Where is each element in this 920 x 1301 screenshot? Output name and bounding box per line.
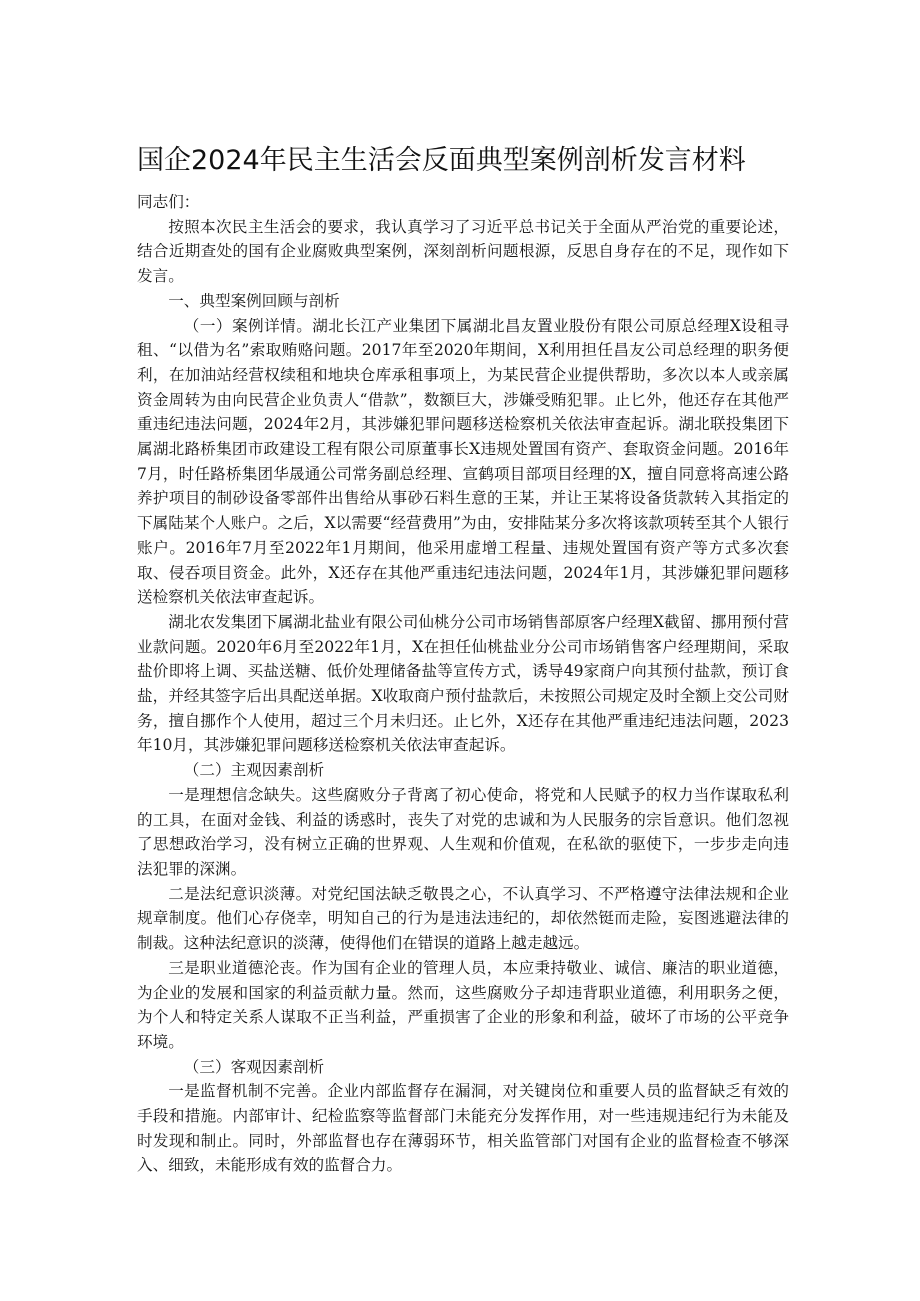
case-salt-company-paragraph: 湖北农发集团下属湖北盐业有限公司仙桃分公司市场销售部原客户经理X截留、挪用预付营业款问题。2020年6月至2022年1月，X在担任仙桃盐业分公司市场销售客户经理期间，采取盐价即将上调、买盐送糖、低价处理储备盐等宣传方式，诱导49家商户向其预付盐款，预订食盐，并经其签字后出具配送单据。X收取商户预付盐款后，未按照公司规定及时全额上交公司财务，擅自挪作个人使用，超过三个月未归还。止匕外，X还存在其他严重违纪违法问题，2023年10月，其涉嫌犯罪问题移送检察机关依法审查起诉。 [137,612,789,755]
case-details-paragraph: （一）案例详情。湖北长江产业集团下属湖北昌友置业股份有限公司原总经理X设租寻租、“以借为名”索取贿赂问题。2017年至2020年期间，X利用担任昌友公司总经理的职务便利，在加油站经营权续租和地块仓库承租事项上，为某民营企业提供帮助，多次以本人或亲属资金周转为由向民营企业负责人“借款”，数额巨大，涉嫌受贿犯罪。止匕外，他还存在其他严重违纪违法问题，2024年2月，其涉嫌犯罪问题移送检察机关依法审查起诉。湖北联投集团下属湖北路桥集团市政建设工程有限公司原董事长X违规处置国有资产、套取资金问题。2016年7月，时任路桥集团华晟通公司常务副总经理、宣鹤项目部项目经理的X，擅自同意将高速公路养护项目的制砂设备零部件出售给从事砂石料生意的王某，并让王某将设备货款转入其指定的下属陆某个人账户。之后，X以需要“经营费用”为由，安排陆某分多次将该款项转至其个人银行账户。2016年7月至2022年1月期间，他采用虚增工程量、违规处置国有资产等方式多次套取、侵吞项目资金。此外，X还存在其他严重违纪违法问题，2024年1月，其涉嫌犯罪问题移送检察机关依法审查起诉。 [137,316,789,607]
intro-paragraph: 按照本次民主生活会的要求，我认真学习了习近平总书记关于全面从严治党的重要论述，结合近期查处的国有企业腐败典型案例，深刻剖析问题根源，反思自身存在的不足，现作如下发言。 [137,217,789,286]
subjective-point-3: 三是职业道德沦丧。作为国有企业的管理人员，本应秉持敬业、诚信、廉洁的职业道德，为企业的发展和国家的利益贡献力量。然而，这些腐败分子却违背职业道德，利用职务之便，为个人和特定关系人谋取不正当利益，严重损害了企业的形象和利益，破坏了市场的公平竞争环境。 [137,958,789,1051]
subjective-point-2: 二是法纪意识淡薄。对党纪国法缺乏敬畏之心，不认真学习、不严格遵守法律法规和企业规章制度。他们心存侥幸，明知自己的行为是违法违纪的，却依然铤而走险，妄图逃避法律的制裁。这种法纪意识的淡薄，使得他们在错误的道路上越走越远。 [137,884,789,953]
document-body [137,190,789,1178]
document-title: 国企2024年民主生活会反面典型案例剖析发言材料 [137,145,746,176]
salutation: 同志们： [137,193,200,211]
subjective-point-1: 一是理想信念缺失。这些腐败分子背离了初心使命，将党和人民赋予的权力当作谋取私利的工具，在面对金钱、利益的诱惑时，丧失了对党的忠诚和为人民服务的宗旨意识。他们忽视了思想政治学习，没有树立正确的世界观、人生观和价值观，在私欲的驱使下，一步步走向违法犯罪的深渊。 [137,785,789,878]
subsection-heading-objective: （三）客观因素剖析 [183,1057,325,1076]
section-heading-1: 一、典型案例回顾与剖析 [168,291,340,310]
objective-point-1: 一是监督机制不完善。企业内部监督存在漏洞，对关键岗位和重要人员的监督缺乏有效的手段和措施。内部审计、纪检监察等监督部门未能充分发挥作用，对一些违规违纪行为未能及时发现和制止。同时，外部监督也存在薄弱环节，相关监管部门对国有企业的监督检查不够深入、细致，未能形成有效的监督合力。 [137,1082,789,1175]
subsection-heading-subjective: （二）主观因素剖析 [183,761,325,780]
